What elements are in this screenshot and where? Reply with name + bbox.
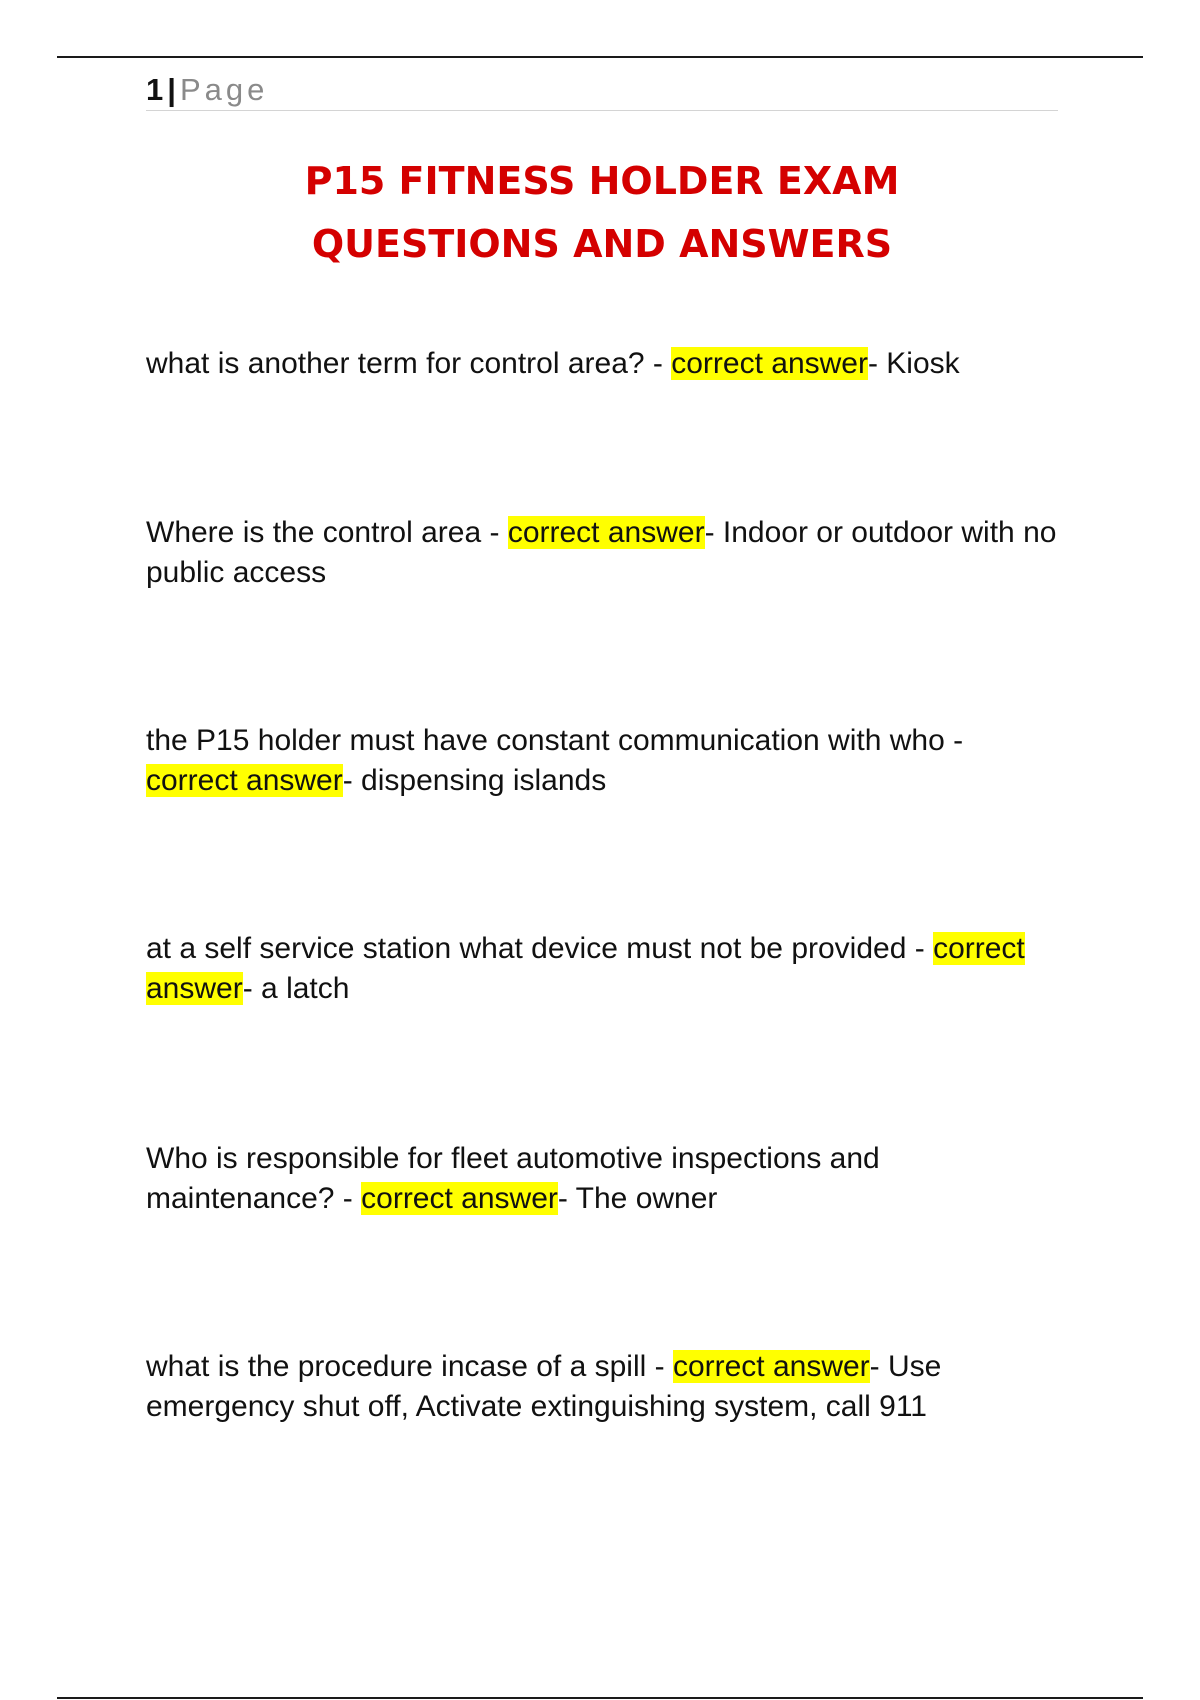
qa-item (146, 513, 1058, 593)
question-text: what is another term for control area? - (146, 347, 672, 380)
top-rule (57, 56, 1143, 58)
question-text: Where is the control area - (146, 516, 508, 549)
answer-text: - Kiosk (867, 347, 960, 380)
answer-marker: correct answer (672, 1350, 870, 1383)
answer-text: - The owner (557, 1182, 718, 1215)
page-header (146, 72, 1058, 111)
question-text: at a self service station what device must not be provided - (146, 932, 934, 965)
document-title (146, 150, 1058, 276)
answer-text: - dispensing islands (342, 764, 607, 797)
qa-item (146, 1347, 1058, 1427)
qa-item (146, 1139, 1058, 1219)
answer-marker: correct answer (671, 347, 868, 380)
answer-marker: correct answer (361, 1182, 558, 1215)
answer-marker: correct answer (146, 764, 343, 797)
qa-item (146, 344, 1058, 384)
question-text: what is the procedure incase of a spill - (146, 1350, 673, 1383)
qa-item (146, 929, 1058, 1009)
page-label: Page (179, 72, 269, 107)
title-line-1: P15 FITNESS HOLDER EXAM (304, 159, 900, 203)
qa-item (146, 721, 1058, 801)
answer-text: - Use emergency shut off, Activate extinguishing system, call 911 (146, 1350, 942, 1423)
page-separator: | (167, 72, 176, 107)
answer-marker: correct answer (146, 932, 1025, 1005)
bottom-rule (57, 1697, 1143, 1699)
title-line-2: QUESTIONS AND ANSWERS (311, 222, 893, 266)
answer-text: - a latch (242, 972, 350, 1005)
page-number: 1 (146, 72, 164, 107)
answer-text: - Indoor or outdoor with no public access (146, 516, 1057, 589)
question-text: the P15 holder must have constant communication with who - (146, 724, 964, 757)
answer-marker: correct answer (507, 516, 705, 549)
question-text: Who is responsible for fleet automotive inspections and maintenance? - (146, 1142, 880, 1215)
